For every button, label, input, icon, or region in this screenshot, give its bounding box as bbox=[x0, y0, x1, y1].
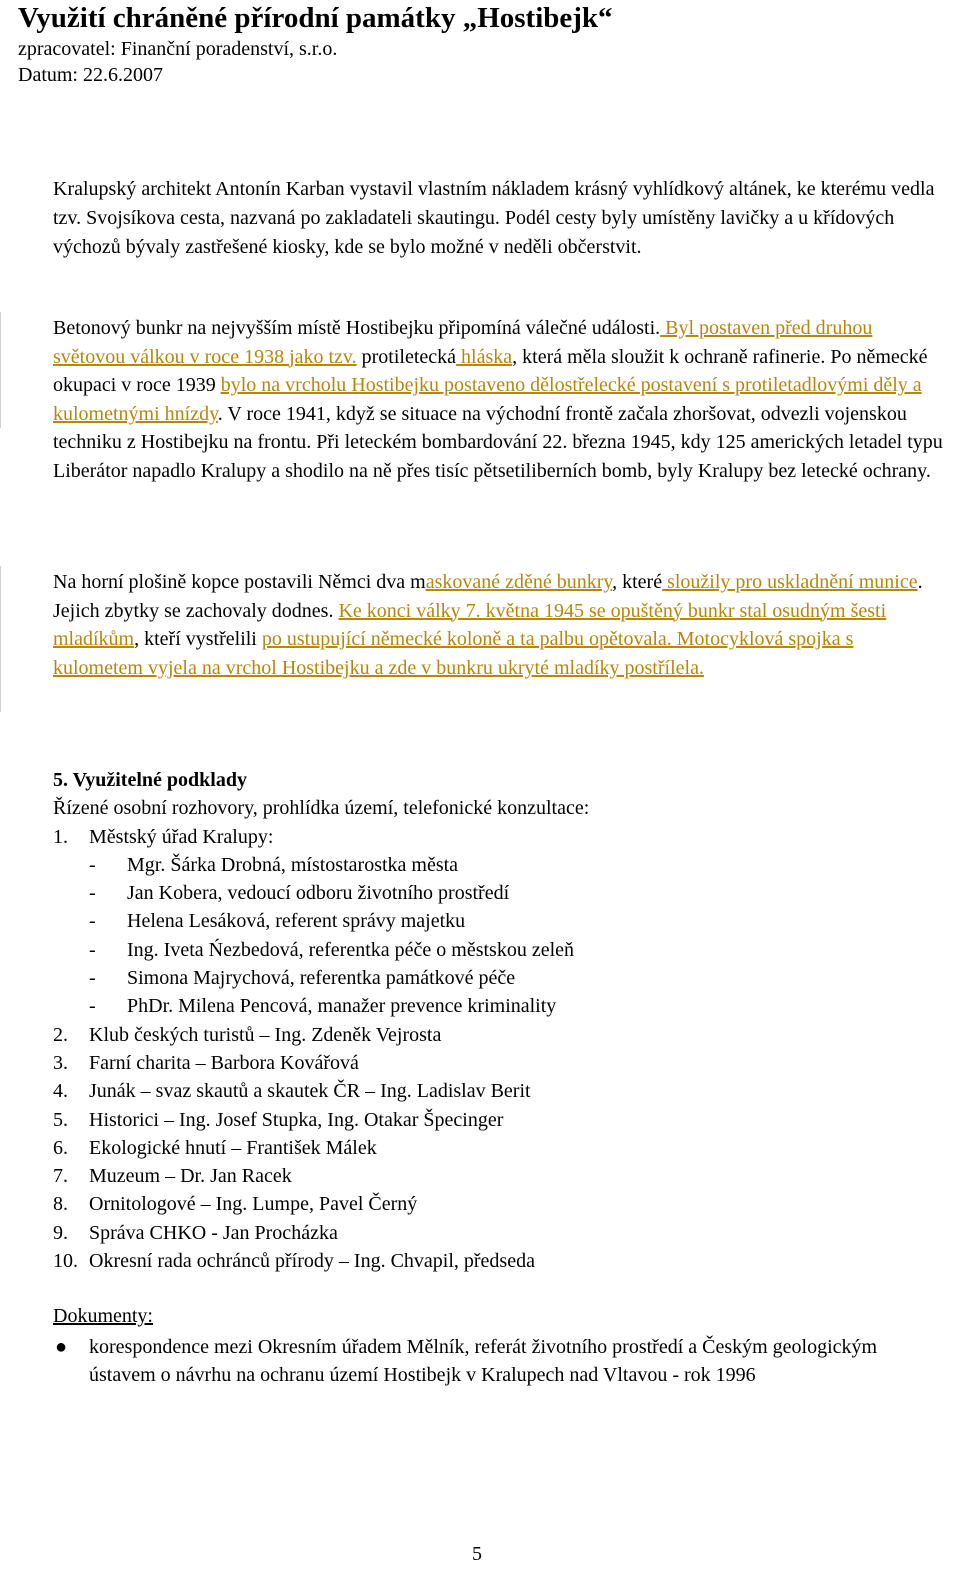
documents-section bbox=[53, 1302, 948, 1390]
list-text: Klub českých turistů – Ing. Zdeněk Vejrosta bbox=[89, 1023, 442, 1046]
list-item bbox=[53, 1247, 948, 1275]
dash-text: Ing. Iveta Ńezbedová, referentka péče o městskou zeleň bbox=[127, 938, 575, 961]
para3-text-4: , kteří vystřelili bbox=[134, 628, 262, 651]
dash-item: - Jan Kobera, vedoucí odboru životního prostředí bbox=[89, 882, 510, 905]
list-item bbox=[53, 1190, 948, 1218]
dash-text: Helena Lesáková, referent správy majetku bbox=[127, 910, 466, 933]
para2-link-3[interactable]: bylo na vrcholu Hostibejku postaveno dělostřelecké postavení s protiletadlovými děly a kulometnými hnízdy bbox=[53, 374, 922, 425]
document-header bbox=[18, 0, 613, 88]
list-number: 3. bbox=[53, 1051, 68, 1074]
para3-link-2[interactable]: sloužily pro uskladnění munice bbox=[662, 571, 918, 593]
section-title: 5. Využitelné podklady bbox=[53, 769, 247, 791]
list-item bbox=[53, 1219, 948, 1247]
dash-text: Simona Majrychová, referentka památkové péče bbox=[127, 967, 516, 990]
list-item bbox=[53, 1134, 948, 1162]
list-number: 7. bbox=[53, 1165, 68, 1188]
list-text: Junák – svaz skautů a skautek ČR – Ing. Ladislav Berit bbox=[89, 1080, 531, 1103]
list-item bbox=[53, 1077, 948, 1105]
paragraph-bunker bbox=[53, 314, 948, 486]
document-bullet-item bbox=[53, 1333, 948, 1390]
document-text: korespondence mezi Okresním úřadem Mělník, referát životního prostředí a Českým geologickým ústavem o návrhu na ochranu území Hostibejk v Kralupech nad Vltavou - rok 1996 bbox=[89, 1335, 878, 1386]
dash-item: - Simona Majrychová, referentka památkové péče bbox=[89, 967, 516, 990]
list-text: Městský úřad Kralupy: bbox=[89, 825, 274, 848]
para3-text-2: , které bbox=[612, 571, 663, 593]
list-number: 1. bbox=[53, 825, 68, 848]
page-title: Využití chráněné přírodní památky „Hostibejk“ bbox=[18, 2, 613, 34]
sources-list bbox=[53, 823, 948, 1276]
list-number: 5. bbox=[53, 1108, 68, 1131]
list-text: Ekologické hnutí – František Málek bbox=[89, 1136, 377, 1159]
para2-text-2: protiletecká bbox=[356, 345, 457, 368]
documents-heading: Dokumenty: bbox=[53, 1305, 153, 1327]
para2-link-2[interactable]: hláska bbox=[456, 345, 513, 368]
list-text: Farní charita – Barbora Kovářová bbox=[89, 1051, 359, 1074]
list-number: 4. bbox=[53, 1080, 68, 1103]
list-item bbox=[53, 823, 948, 851]
paragraph-karban: Kralupský architekt Antonín Karban vystavil vlastním nákladem krásný vyhlídkový altánek, ke kterému vedla tzv. Svojsíkova cesta, nazvaná po zakladateli skautingu. Podél cesty byly umístěny lavičky a u křídových výchozů bývaly zastřešené kiosky, kde se bylo možné v neděli občerstvit. bbox=[53, 178, 935, 258]
dash-item: - Mgr. Šárka Drobná, místostarostka města bbox=[89, 853, 459, 876]
list-text: Muzeum – Dr. Jan Racek bbox=[89, 1165, 292, 1188]
list-number: 10. bbox=[53, 1250, 78, 1273]
para3-link-1[interactable]: askované zděné bunkry bbox=[425, 571, 613, 593]
para3-text-3: . Jejich zbytky se zachovaly dodnes. bbox=[53, 571, 923, 622]
change-bar bbox=[0, 566, 1, 712]
list-text: Okresní rada ochránců přírody – Ing. Chvapil, předseda bbox=[89, 1250, 535, 1273]
change-bar bbox=[0, 312, 1, 428]
list-number: 8. bbox=[53, 1193, 68, 1216]
page-number: 5 bbox=[472, 1543, 482, 1565]
list-number: 6. bbox=[53, 1136, 68, 1159]
dash-text: Mgr. Šárka Drobná, místostarostka města bbox=[127, 853, 459, 876]
list-item bbox=[53, 1106, 948, 1134]
list-item bbox=[53, 1162, 948, 1190]
list-item bbox=[53, 1049, 948, 1077]
list-text: Historici – Ing. Josef Stupka, Ing. Otakar Špecinger bbox=[89, 1108, 504, 1131]
para2-link-1[interactable]: Byl postaven před druhou světovou válkou v roce 1938 jako tzv. bbox=[53, 317, 873, 368]
para2-text-1: Betonový bunkr na nejvyšším místě Hostibejku připomíná válečné události. bbox=[53, 317, 661, 339]
bullet-icon: ● bbox=[55, 1335, 68, 1358]
list-item bbox=[53, 1021, 948, 1049]
section-intro: Řízené osobní rozhovory, prohlídka území, telefonické konzultace: bbox=[53, 797, 590, 820]
list-text: Správa CHKO - Jan Procházka bbox=[89, 1221, 338, 1244]
list-number: 2. bbox=[53, 1023, 68, 1046]
date-line: Datum: 22.6.2007 bbox=[18, 64, 163, 86]
para3-link-3[interactable]: Ke konci války 7. května 1945 se opuštěný bunkr stal osudným šesti mladíkům bbox=[53, 599, 887, 651]
dash-item: - Helena Lesáková, referent správy majetku bbox=[89, 910, 466, 933]
para3-link-4[interactable]: po ustupující německé koloně a ta palbu opětovala. Motocyklová spojka s kulometem vyjela na vrchol Hostibejku a zde v bunkru ukryté mladíky postřílela. bbox=[53, 628, 854, 679]
list-text: Ornitologové – Ing. Lumpe, Pavel Černý bbox=[89, 1193, 418, 1216]
para3-text-1: Na horní plošině kopce postavili Němci dva m bbox=[53, 571, 426, 593]
dash-text: Jan Kobera, vedoucí odboru životního prostředí bbox=[127, 882, 510, 905]
list-number: 9. bbox=[53, 1221, 68, 1244]
para2-text-3: , která měla sloužit k ochraně rafinerie. bbox=[512, 345, 826, 368]
para2-text-5: . V roce 1941, když se situace na východní frontě začala zhoršovat, odvezli vojenskou techniku z Hostibejku na frontu. Při leteckém bombardování 22. března 1945, kdy 125 amerických letadel typu Liberátor napadlo Kralupy a shodilo na ně přes tisíc pětsetiliberních bomb, byly Kralupy bez letecké ochrany. bbox=[53, 402, 943, 482]
section-sources bbox=[53, 766, 948, 1275]
para2-text-4: Po německé okupaci v roce 1939 bbox=[53, 345, 928, 397]
author-line: zpracovatel: Finanční poradenství, s.r.o. bbox=[18, 38, 338, 60]
dash-item: - PhDr. Milena Pencová, manažer prevence kriminality bbox=[89, 995, 557, 1018]
paragraph-bunkers bbox=[53, 568, 948, 682]
dash-text: PhDr. Milena Pencová, manažer prevence kriminality bbox=[127, 995, 557, 1018]
dash-item: - Ing. Iveta Ńezbedová, referentka péče o městskou zeleň bbox=[89, 938, 575, 961]
